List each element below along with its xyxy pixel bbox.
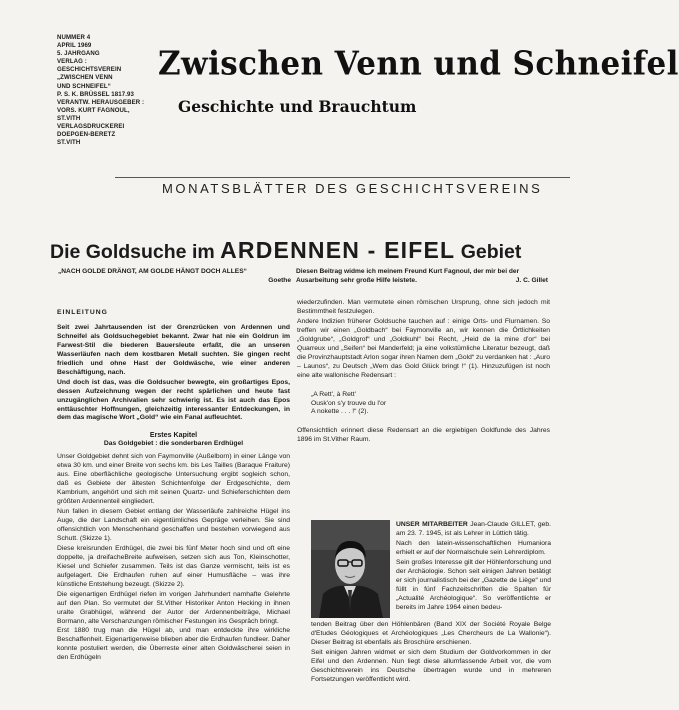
bio-label: UNSER MITARBEITER (396, 521, 468, 528)
impressum-line: 5. JAHRGANG (57, 50, 100, 58)
body-paragraph: Andere Indizien früherer Goldsuche tauchen auf : einige Orts- und Flurnamen. So treffen wir einen „Goldbach“ bei Faymonville an, wir kennen die Örtlichkeiten „Goldgrube“, „Goldgrof“ und „Goldkuhl“ bei Recht, „Heid de la mine d'or“ bei Quarreux und „Seifen“ bei Manderfeld; ja eine volkstümliche Literatur bezeugt, daß die Provinzhauptstadt Arlon sogar ihren Namen dem „Gold“ zu verdanken hat : „Auro – Launos“, zu Deutsch „Wem das Gold Glück bringt !“ (1). Hinzuzufügen ist noch eine alte wallonische Redensart : (297, 317, 550, 379)
impressum-line: DOEPGEN-BERETZ (57, 131, 116, 139)
bio-paragraph: tenden Beitrag über den Höhlenbären (Band XIX der Société Royale Belge d'Etudes Géologiques et Archéologiques „Les Chercheurs de La Wallonie“). Dieser Beitrag ist ebenfalls als Broschüre erschienen. (311, 621, 551, 646)
body-paragraph: Unser Goldgebiet dehnt sich von Faymonville (Außelborn) in einer Länge von etwa 30 km. und einer Breite von sechs km. bis Les Tailles (Baraque Fraiture) aus. Eine oberflächliche geologische Untersuchung ergibt sogleich schon, daß es Gebiete der ältesten Schichtenfolge der Erdgeschichte, dem Kambrium, angehört und sich mit seinen Quartz- und Schieferschichten dem größten Ardennenteil eingliedert. (57, 453, 290, 506)
intro-paragraph: Und doch ist das, was die Goldsucher bewegte, ein großartiges Epos, dessen Aufzeichnung wegen der recht spärlichen und heute fast unzugänglichen Archivalien sehr schwierig ist. Es ist auch das Epos enttäuschter Hoffnungen, gleichzeitig interessanter Entdeckungen, in dem das magische Wort „Gold“ wie ein Fanal aufleuchtet. (57, 378, 290, 422)
masthead-subtitle: Geschichte und Brauchtum (178, 97, 417, 116)
headline-region: ARDENNEN - EIFEL (220, 237, 456, 263)
motto-author: Goethe (268, 277, 291, 284)
bio-paragraph: Sein großes Interesse gilt der Höhlenforschung und der Archäologie. Schon seit einigen Jahren betätigt er sich journalistisch bei der „Gazette de Liège“ und füllt in fünf Fachzeitschriften die Spalten für „Actualité Archéologique“. So veröffentlichte er bereits im Jahre 1964 einen bedeu- (396, 558, 551, 611)
impressum-line: ST.VITH (57, 139, 81, 147)
motto (58, 267, 291, 284)
section-heading: EINLEITUNG (57, 309, 108, 316)
impressum-line: APRIL 1969 (57, 42, 92, 50)
body-paragraph: wiederzufinden. Man vermutete einen römischen Ursprung, ohne sich jedoch mit Bestimmtheit festzulegen. (297, 299, 550, 315)
impressum-line: VERLAGSDRUCKEREI (57, 123, 125, 131)
monthly-banner: MONATSBLÄTTER DES GESCHICHTSVEREINS (162, 181, 543, 196)
motto-quote: „NACH GOLDE DRÄNGT, AM GOLDE HÄNGT DOCH ALLES“ (58, 268, 247, 275)
impressum-line: „ZWISCHEN VENN (57, 74, 113, 82)
impressum-line: P. S. K. BRÜSSEL 1817.93 (57, 90, 135, 98)
impressum-line: UND SCHNEIFEL“ (57, 82, 111, 90)
body-paragraph: Diese kreisrunden Erdhügel, die zwei bis fünf Meter hoch sind und oft eine doppelte, ja dreifacheBreite aufweisen, setzen sich aus Ton, Kleinschotter, Kiesel und Schiefer zusammen. Teils ist das Ganze vermischt, teils ist es aufgelagert. Die Erdhaufen ruhen auf einer Humusfläche – was ihre künstliche Entstehung bezeugt. (Skizze 2). (57, 544, 290, 588)
chapter-subtitle: Das Goldgebiet : die sonderbaren Erdhügel (103, 440, 244, 448)
chapter-title: Erstes Kapitel (149, 431, 198, 440)
impressum-line: VERLAG : (57, 58, 87, 66)
left-column (57, 299, 290, 664)
impressum-line: VORS. KURT FAGNOUL, (57, 106, 130, 114)
header-divider (115, 177, 570, 178)
dedication (296, 267, 548, 285)
bio-paragraph: Nach den latein-wissenschaftlichen Humaniora erhielt er auf der Normalschule sein Lehrerdiplom. (396, 539, 551, 556)
body-paragraph: Nun fallen in diesem Gebiet entlang der Wasserläufe zahlreiche Hügel ins Auge, die der Landschaft ein eigentümliches Gepräge verleihen. Sie sind offensichtlich von Menschenhand geschaffen und bestehen vorwiegend aus Schutt. (Skizze 1). (57, 508, 290, 542)
right-column (297, 299, 550, 446)
portrait-image (311, 520, 390, 618)
dedication-text: Diesen Beitrag widme ich meinem Freund Kurt Fagnoul, der mir bei der Ausarbeitung sehr große Hilfe leistete. (296, 268, 520, 284)
bio-intro: Jean-Claude GILLET, geb. am 23. 7. 1945, ist als Lehrer in Lüttich tätig. (396, 521, 551, 537)
author-photo (311, 520, 390, 618)
author-bio-continued (311, 621, 551, 686)
body-paragraph: Offensichtlich erinnert diese Redensart an die ergiebigen Goldfunde des Jahres 1896 im St.Vither Raum. (297, 427, 550, 444)
verse-line: A nokette . . . !“ (2). (311, 408, 369, 416)
bio-paragraph: Seit einigen Jahren widmet er sich dem Studium der Goldvorkommen in der Eifel und den Ardennen. Nun liegt diese allumfassende Arbeit vor, die vom Geschichtsverein ins Deutsche übertragen wurde und in mehreren Fortsetzungen veröffentlicht wird. (311, 648, 551, 683)
impressum (57, 34, 169, 147)
headline-post: Gebiet (460, 241, 522, 263)
article-headline (50, 237, 570, 264)
impressum-line: VERANTW. HERAUSGEBER : (57, 98, 145, 106)
body-paragraph: Die eigenartigen Erdhügel riefen im vorigen Jahrhundert namhafte Gelehrte auf den Plan. So vermutet der St.Vither Historiker Anton Hecking in ihnen uralte Grabhügel, während der Autor der Ardennenbeiträge, Michael Bormann, alte Verschanzungen römischer Festungen ins Gespräch bringt. (57, 590, 290, 625)
intro-paragraph: Seit zwei Jahrtausenden ist der Grenzrücken von Ardennen und Schneifel als Goldsuchegebiet bekannt. Zwar hat nie ein Goldrun im Farwest-Stil die biederen Bauersleute erfaßt, die an unseren Wasserläufen nach dem kostbaren Metall suchten. Sie gingen recht friedlich und ohne Hast der Goldwäsche, wie einer anderen Beschäftigung, nach. (57, 323, 290, 376)
masthead-title: Zwischen Venn und Schneifel (158, 45, 679, 83)
impressum-line: GESCHICHTSVEREIN (57, 66, 122, 74)
dedication-author: J. C. Gillet (515, 277, 548, 284)
bio-paragraph (396, 521, 551, 539)
headline-pre: Die Goldsuche im (50, 241, 215, 263)
walloon-saying (311, 391, 550, 418)
impressum-line: ST.VITH (57, 114, 81, 122)
verse-line: Ousk'on s'y trouve du l'or (311, 399, 387, 407)
impressum-line: NUMMER 4 (57, 34, 91, 41)
body-paragraph: Erst 1880 trug man die Hügel ab, und man entdeckte ihre wirkliche Beschaffenheit. Eigenartigerweise blieben aber die Erdhaufen fundleer. Daher konnte postuliert werden, die Überreste einer alten Goldwäscherei seien in den Erdhügeln (57, 627, 290, 662)
verse-line: „A Rett', à Rett' (311, 390, 356, 398)
author-bio (396, 521, 551, 614)
